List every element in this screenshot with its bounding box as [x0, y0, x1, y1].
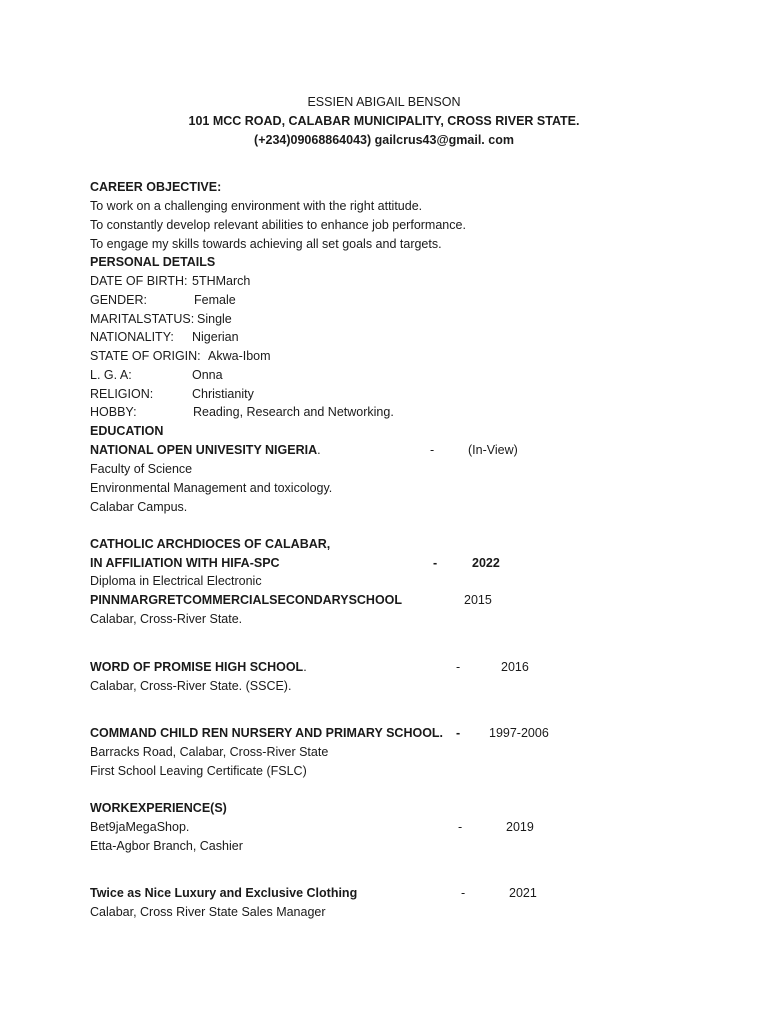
entry-dash: -	[456, 726, 461, 740]
personal-label: HOBBY:	[90, 405, 137, 419]
resume-name: ESSIEN ABIGAIL BENSON	[307, 95, 461, 109]
resume-address: 101 MCC ROAD, CALABAR MUNICIPALITY, CROSS RIVER STATE.	[188, 114, 580, 128]
entry-dash: -	[461, 886, 466, 900]
resume-contact: (+234)09068864043) gailcrus43@gmail. com	[254, 133, 514, 147]
personal-value: Christianity	[192, 387, 254, 401]
entry-detail: Diploma in Electrical Electronic	[90, 574, 262, 588]
entry-detail: Etta-Agbor Branch, Cashier	[90, 839, 243, 853]
personal-label: STATE OF ORIGIN:	[90, 349, 201, 363]
personal-value: Nigerian	[192, 330, 239, 344]
personal-value: Akwa-Ibom	[208, 349, 271, 363]
personal-label: RELIGION:	[90, 387, 154, 401]
personal-value: Reading, Research and Networking.	[193, 405, 394, 419]
personal-label: NATIONALITY:	[90, 330, 174, 344]
job-title: Twice as Nice Luxury and Exclusive Clothing	[90, 886, 358, 900]
school-name-dot: .	[303, 660, 307, 674]
entry-detail: First School Leaving Certificate (FSLC)	[90, 764, 307, 778]
entry-year: 2019	[506, 820, 534, 834]
school-name: COMMAND CHILD REN NURSERY AND PRIMARY SCHOOL.	[90, 726, 444, 740]
school-name-dot: .	[317, 443, 321, 457]
entry-dash: -	[433, 556, 438, 570]
school-name: CATHOLIC ARCHDIOCES OF CALABAR,	[90, 537, 331, 551]
entry-year: 2015	[464, 593, 492, 607]
education-entry-title	[90, 660, 307, 675]
entry-detail: Calabar, Cross River State Sales Manager	[90, 905, 326, 919]
career-objective-heading: CAREER OBJECTIVE:	[90, 180, 222, 194]
personal-label: MARITALSTATUS:	[90, 312, 195, 326]
entry-year: (In-View)	[468, 443, 518, 457]
career-line: To work on a challenging environment with the right attitude.	[90, 199, 423, 213]
school-name: NATIONAL OPEN UNIVESITY NIGERIA	[90, 443, 318, 457]
entry-dash: -	[430, 443, 435, 457]
entry-dash: -	[458, 820, 463, 834]
school-name: WORD OF PROMISE HIGH SCHOOL	[90, 660, 304, 674]
personal-value: 5THMarch	[192, 274, 251, 288]
education-heading: EDUCATION	[90, 424, 164, 438]
work-experience-heading: WORKEXPERIENCE(S)	[90, 801, 227, 815]
education-entry-title	[90, 443, 321, 458]
entry-year: 2021	[509, 886, 537, 900]
entry-detail: Environmental Management and toxicology.	[90, 481, 333, 495]
career-line: To constantly develop relevant abilities to enhance job performance.	[90, 218, 466, 232]
entry-detail: Barracks Road, Calabar, Cross-River State	[90, 745, 329, 759]
personal-value: Female	[194, 293, 236, 307]
entry-year: 2016	[501, 660, 529, 674]
entry-detail: Faculty of Science	[90, 462, 193, 476]
personal-label: L. G. A:	[90, 368, 132, 382]
entry-detail: Calabar, Cross-River State.	[90, 612, 243, 626]
entry-dash: -	[456, 660, 461, 674]
entry-detail: Calabar Campus.	[90, 500, 188, 514]
personal-label: DATE OF BIRTH:	[90, 274, 188, 288]
personal-value: Onna	[192, 368, 223, 382]
entry-detail: Calabar, Cross-River State. (SSCE).	[90, 679, 292, 693]
entry-year: 2022	[472, 556, 500, 570]
personal-label: GENDER:	[90, 293, 147, 307]
entry-year: 1997-2006	[489, 726, 549, 740]
personal-value: Single	[197, 312, 232, 326]
school-name: PINNMARGRETCOMMERCIALSECONDARYSCHOOL	[90, 593, 403, 607]
school-name: IN AFFILIATION WITH HIFA-SPC	[90, 556, 280, 570]
career-line: To engage my skills towards achieving all set goals and targets.	[90, 237, 442, 251]
job-title: Bet9jaMegaShop.	[90, 820, 190, 834]
personal-details-heading: PERSONAL DETAILS	[90, 255, 216, 269]
